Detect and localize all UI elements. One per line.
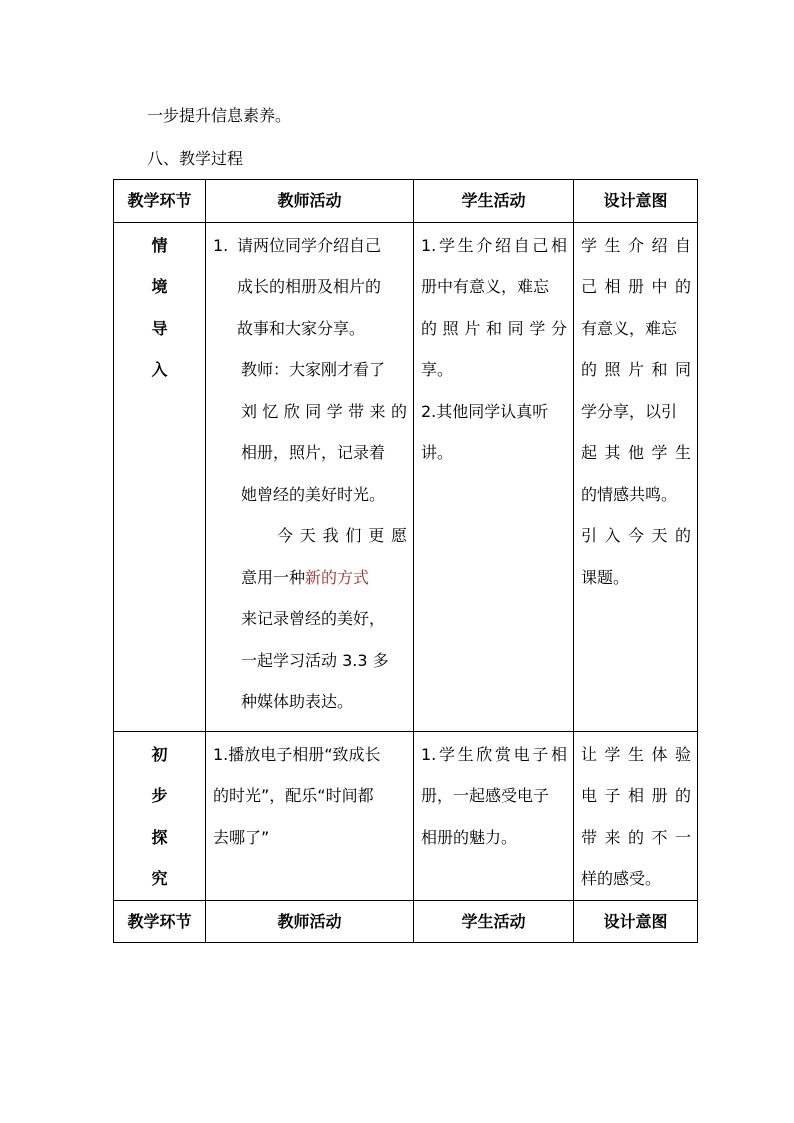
teacher-line: 她曾经的美好时光。 bbox=[241, 484, 386, 504]
design-line: 带来的不一 bbox=[581, 827, 691, 847]
item-line: 成长的相册及相片的 bbox=[237, 277, 382, 296]
teacher-line: 种媒体助表达。 bbox=[241, 692, 354, 711]
section-heading: 八、教学过程 bbox=[147, 149, 244, 168]
teacher-activity-cell bbox=[206, 222, 414, 731]
table-header-row bbox=[114, 180, 698, 223]
header-student-activity: 学生活动 bbox=[414, 180, 574, 223]
design-line: 电子相册的 bbox=[581, 786, 691, 805]
stage-char: 初 bbox=[151, 744, 168, 764]
design-line: 起其他学生 bbox=[581, 443, 691, 462]
footer-student-activity: 学生活动 bbox=[414, 900, 574, 943]
student-line: 1.学生欣赏电子相 bbox=[421, 744, 567, 764]
design-line: 引入今天的 bbox=[581, 526, 691, 545]
table-footer-row bbox=[114, 900, 698, 943]
footer-stage: 教学环节 bbox=[114, 900, 206, 943]
stage-char: 步 bbox=[151, 786, 168, 805]
teacher-line: 一起学习活动 3.3 多 bbox=[241, 650, 389, 670]
table-row bbox=[114, 222, 698, 731]
item-line: 请两位同学介绍自己 bbox=[237, 235, 382, 255]
table-row bbox=[114, 731, 698, 900]
stage-char: 情 bbox=[151, 235, 168, 255]
header-design-intent: 设计意图 bbox=[574, 180, 698, 223]
teacher-line: 今天我们更愿 bbox=[277, 526, 407, 545]
stage-char: 境 bbox=[151, 277, 168, 296]
teacher-line-with-highlight bbox=[241, 557, 407, 599]
teacher-activity-cell bbox=[206, 731, 414, 900]
design-line: 的情感共鸣。 bbox=[581, 484, 678, 504]
student-line: 享。 bbox=[421, 360, 454, 379]
student-line: 的照片和同学分 bbox=[421, 318, 567, 338]
student-line: 册，一起感受电子 bbox=[421, 786, 550, 805]
stage-cell bbox=[114, 222, 206, 731]
student-activity-cell bbox=[414, 222, 574, 731]
teacher-line: 去哪了” bbox=[213, 827, 270, 847]
student-line: 相册的魅力。 bbox=[421, 827, 518, 847]
numbered-item bbox=[213, 225, 407, 350]
intro-line: 一步提升信息素养。 bbox=[147, 106, 292, 125]
header-teacher-activity: 教师活动 bbox=[206, 180, 414, 223]
student-line: 2.其他同学认真听 bbox=[421, 401, 549, 421]
design-intent-cell bbox=[574, 222, 698, 731]
line-prefix: 意用一种 bbox=[241, 567, 306, 587]
stage-char: 探 bbox=[151, 827, 168, 847]
teacher-line: 的时光”，配乐“时间都 bbox=[213, 786, 374, 805]
design-line: 有意义，难忘 bbox=[581, 318, 678, 338]
highlight-text: 新的方式 bbox=[305, 567, 370, 587]
item-line: 故事和大家分享。 bbox=[237, 318, 366, 338]
teaching-process-table bbox=[113, 179, 698, 943]
teacher-line: 刘忆欣同学带来的 bbox=[241, 401, 407, 421]
student-line: 1.学生介绍自己相 bbox=[421, 235, 567, 255]
stage-cell bbox=[114, 731, 206, 900]
stage-char: 究 bbox=[151, 869, 168, 888]
footer-teacher-activity: 教师活动 bbox=[206, 900, 414, 943]
header-stage: 教学环节 bbox=[114, 180, 206, 223]
student-line: 讲。 bbox=[421, 443, 454, 462]
design-line: 的照片和同 bbox=[581, 360, 691, 379]
design-line: 课题。 bbox=[581, 567, 630, 587]
design-line: 学分享，以引 bbox=[581, 401, 678, 421]
teacher-line: 教师：大家刚才看了 bbox=[241, 360, 386, 379]
design-line: 学生介绍自 bbox=[581, 235, 691, 255]
footer-design-intent: 设计意图 bbox=[574, 900, 698, 943]
student-activity-cell bbox=[414, 731, 574, 900]
teacher-line: 相册，照片，记录着 bbox=[241, 443, 386, 462]
design-line: 让学生体验 bbox=[581, 744, 691, 764]
design-line: 己相册中的 bbox=[581, 277, 691, 296]
stage-char: 导 bbox=[151, 318, 168, 338]
teacher-line: 来记录曾经的美好， bbox=[241, 609, 386, 628]
design-intent-cell bbox=[574, 731, 698, 900]
design-line: 样的感受。 bbox=[581, 869, 662, 888]
stage-char: 入 bbox=[151, 360, 168, 379]
teacher-line: 1.播放电子相册“致成长 bbox=[213, 744, 381, 764]
student-line: 册中有意义，难忘 bbox=[421, 277, 550, 296]
item-number: 1. bbox=[213, 235, 229, 255]
